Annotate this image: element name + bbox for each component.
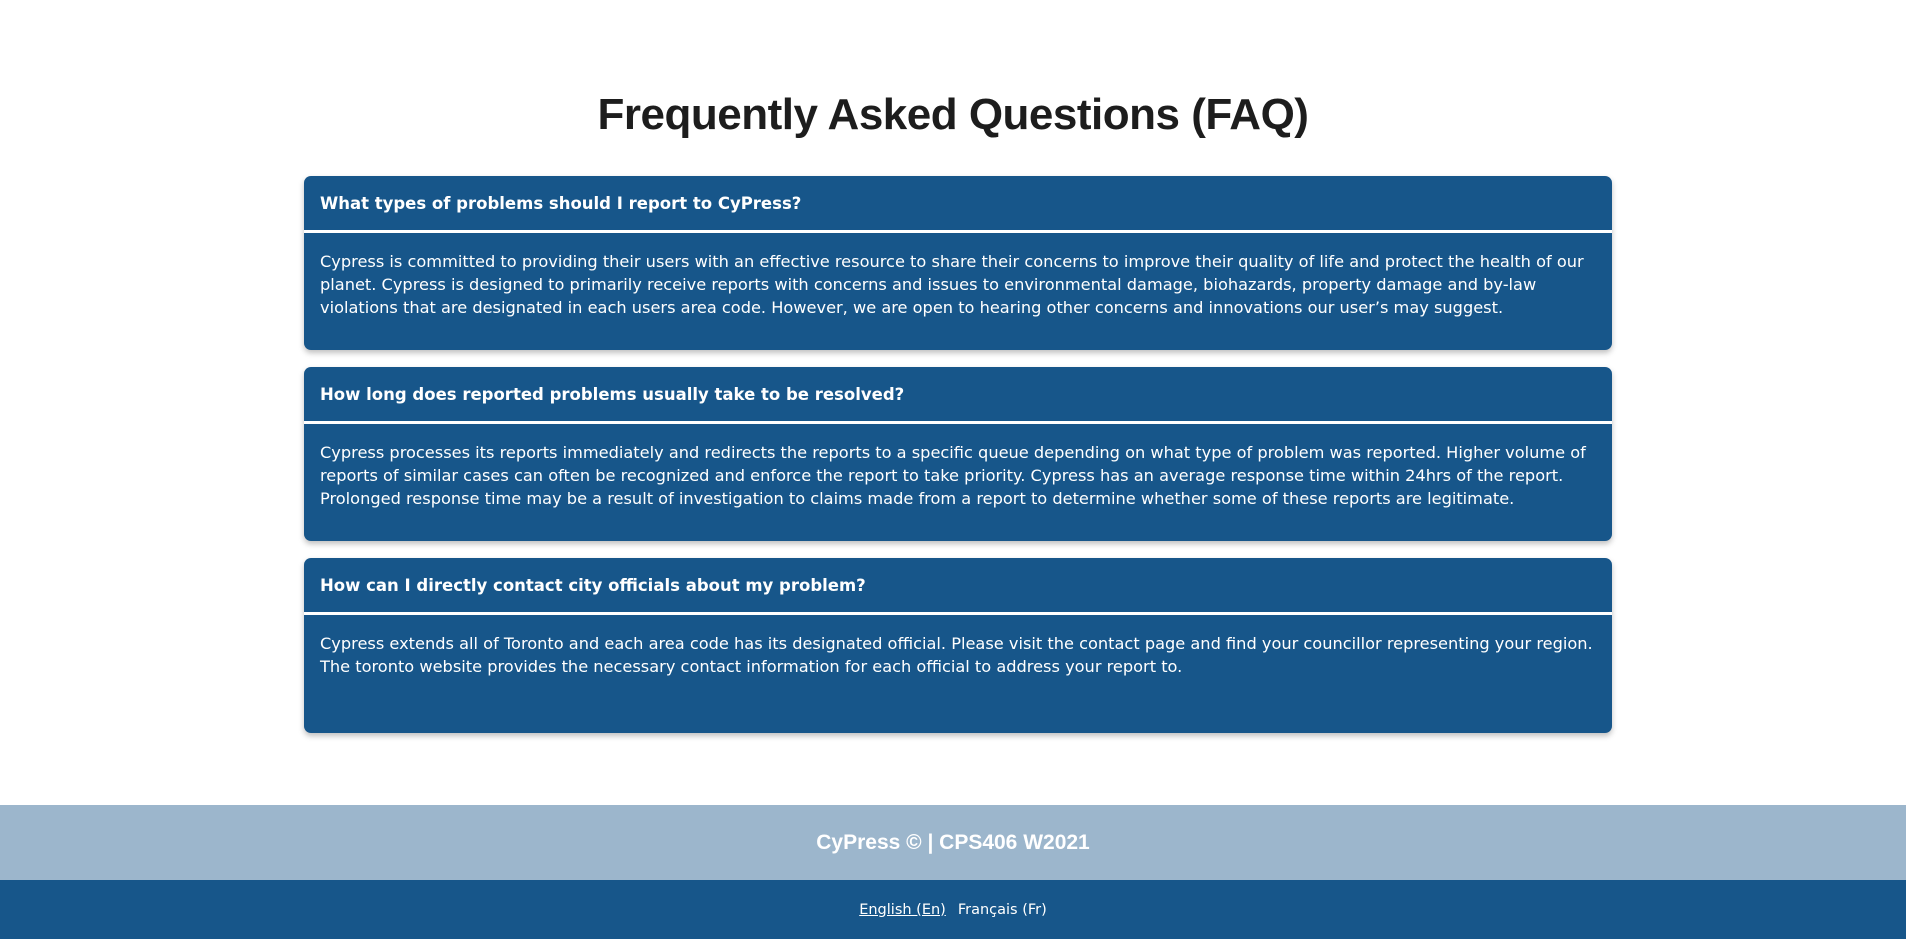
- faq-card: [304, 558, 1612, 733]
- faq-card: [304, 176, 1612, 350]
- faq-answer: Cypress extends all of Toronto and each area code has its designated official. Please visit the contact page and find your councillor representing your region. The toronto website provides the necessary contact information for each official to address your report to.: [320, 634, 1593, 676]
- faq-question[interactable]: How long does reported problems usually take to be resolved?: [304, 367, 1612, 424]
- faq-list: [304, 176, 1612, 750]
- faq-question[interactable]: How can I directly contact city officials about my problem?: [304, 558, 1612, 615]
- page-title: Frequently Asked Questions (FAQ): [597, 90, 1309, 139]
- faq-answer: Cypress processes its reports immediately and redirects the reports to a specific queue depending on what type of problem was reported. Higher volume of reports of similar cases can often be recognized and enforce the report to take priority. Cypress has an average response time within 24hrs of the report. Prolonged response time may be a result of investigation to claims made from a report to determine whether some of these reports are legitimate.: [320, 443, 1586, 508]
- footer-copyright: CyPress © | CPS406 W2021: [816, 830, 1090, 854]
- faq-question[interactable]: What types of problems should I report to CyPress?: [304, 176, 1612, 233]
- language-link-english[interactable]: English (En): [859, 901, 946, 918]
- footer-language-bar: [0, 880, 1906, 939]
- faq-card: [304, 367, 1612, 541]
- language-link-french[interactable]: Français (Fr): [957, 901, 1047, 918]
- faq-answer: Cypress is committed to providing their users with an effective resource to share their concerns to improve their quality of life and protect the health of our planet. Cypress is designed to primarily receive reports with concerns and issues to environmental damage, biohazards, property damage and by-law violations that are designated in each users area code. However, we are open to hearing other concerns and innovations our user’s may suggest.: [320, 252, 1584, 317]
- footer-copyright-bar: [0, 805, 1906, 880]
